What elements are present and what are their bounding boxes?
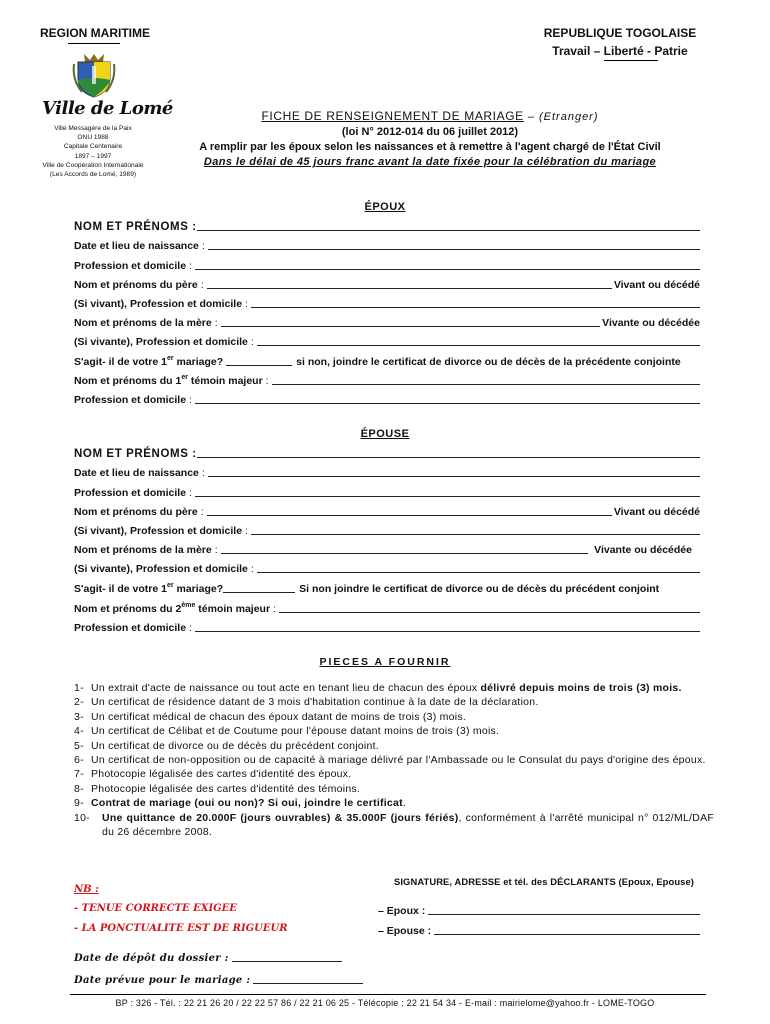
epoux-mere-profession-field[interactable]: (Si vivante), Profession et domicile :	[74, 334, 700, 348]
city-info-line: (Les Accords de Lomé, 1989)	[49, 171, 137, 179]
footer-divider	[70, 994, 706, 995]
city-info-line: Capitale Centenaire	[63, 143, 123, 151]
city-info-line: ONU 1988	[77, 134, 109, 142]
epouse-pere-profession-field[interactable]: (Si vivant), Profession et domicile :	[74, 523, 700, 537]
epouse-mere-field[interactable]: Nom et prénoms de la mère : Vivante ou décédée	[74, 544, 692, 556]
signature-epoux-field[interactable]: – Epoux :	[378, 903, 700, 917]
epouse-naissance-field[interactable]: Date et lieu de naissance :	[74, 465, 700, 479]
list-item: 2- Un certificat de résidence datant de 3 mois d'habitation continue à la date de la déclaration.	[74, 696, 539, 709]
epoux-pere-field[interactable]: Nom et prénoms du père : Vivant ou décédé	[74, 279, 700, 291]
city-info-block	[30, 124, 156, 179]
epoux-mere-field[interactable]: Nom et prénoms de la mère : Vivante ou décédée	[74, 317, 700, 329]
epoux-temoin-field[interactable]: Nom et prénoms du 1er témoin majeur :	[74, 373, 700, 387]
date-depot-field[interactable]: Date de dépôt du dossier :	[74, 950, 342, 964]
republic-header	[520, 24, 720, 60]
city-info-line: Ville Messagère de la Paix	[54, 125, 132, 132]
city-crest-logo	[70, 50, 118, 98]
motto-underline	[604, 60, 658, 61]
pieces-title: PIECES A FOURNIR	[319, 656, 451, 668]
list-item: 8- Photocopie légalisée des cartes d'identité des témoins.	[74, 782, 361, 795]
list-item: 1- Un extrait d'acte de naissance ou tout acte en tenant lieu de chacun des époux délivré depuis moins de trois (3) mois.	[74, 682, 682, 694]
footer-contact: BP : 326 - Tél. : 22 21 26 20 / 22 22 57 86 / 22 21 06 25 - Télécopie : 22 21 54 34 - E-mail : mairielome@yahoo.fr - LOME-TOGO	[115, 998, 655, 1008]
republic-motto: Travail – Liberté - Patrie	[552, 44, 688, 58]
epoux-premier-mariage-field[interactable]: S'agit- il de votre 1er mariage? si non, joindre le certificat de divorce ou de décès de la précédente conjointe	[74, 355, 681, 368]
list-item: 3- Un certificat médical de chacun des époux datant de moins de trois (3) mois.	[74, 710, 467, 723]
region-label: REGION MARITIME	[40, 26, 150, 40]
city-info-line: Ville de Coopération Internationale	[42, 161, 144, 169]
list-item: 6- Un certificat de non-opposition ou de capacité à mariage délivré par l'Ambassade ou le Consulat du pays d'origine des époux.	[74, 754, 706, 767]
epouse-premier-mariage-field[interactable]: S'agit- il de votre 1er mariage? Si non joindre le certificat de divorce ou de décès du précédent conjoint	[74, 582, 660, 595]
epoux-pere-profession-field[interactable]: (Si vivant), Profession et domicile :	[74, 296, 700, 310]
epoux-profession-field[interactable]: Profession et domicile :	[74, 258, 700, 272]
republic-name: REPUBLIQUE TOGOLAISE	[543, 26, 697, 40]
signature-epouse-field[interactable]: – Epouse :	[378, 923, 700, 937]
list-item: 10- Une quittance de 20.000F (jours ouvrables) & 35.000F (jours fériés), conformément à l'arrêté municipal n° 012/ML/DAF du 26 décembre 2008.	[74, 811, 714, 839]
form-law-reference: (loi N° 2012-014 du 06 juillet 2012)	[341, 126, 519, 138]
epouse-nom-field[interactable]: NOM ET PRÉNOMS :	[74, 446, 700, 460]
epouse-temoin-profession-field[interactable]: Profession et domicile :	[74, 620, 700, 634]
form-title-block	[150, 109, 710, 170]
date-prevue-field[interactable]: Date prévue pour le mariage :	[74, 972, 363, 986]
list-item: 9- Contrat de mariage (oui ou non)? Si oui, joindre le certificat.	[74, 797, 407, 810]
epouse-pere-field[interactable]: Nom et prénoms du père : Vivant ou décédé	[74, 506, 700, 518]
epouse-temoin-field[interactable]: Nom et prénoms du 2ème témoin majeur :	[74, 601, 700, 615]
list-item: 7- Photocopie légalisée des cartes d'identité des époux.	[74, 768, 352, 781]
section-title-epouse: ÉPOUSE	[360, 428, 410, 440]
epouse-profession-field[interactable]: Profession et domicile :	[74, 485, 700, 499]
nb-ponctualite: - LA PONCTUALITE EST DE RIGUEUR	[74, 923, 288, 934]
epouse-mere-profession-field[interactable]: (Si vivante), Profession et domicile :	[74, 561, 700, 575]
signature-header: SIGNATURE, ADRESSE et tél. des DÉCLARANTS (Epoux, Epouse)	[394, 876, 694, 887]
form-title: FICHE DE RENSEIGNEMENT DE MARIAGE – (Etranger)	[261, 109, 599, 123]
form-instruction: A remplir par les époux selon les naissances et à remettre à l'agent chargé de l'État Civil	[199, 141, 661, 153]
pieces-list	[74, 681, 714, 839]
epoux-nom-field[interactable]: NOM ET PRÉNOMS :	[74, 219, 700, 233]
list-item: 4- Un certificat de Célibat et de Coutume pour l'épouse datant moins de trois (3) mois.	[74, 725, 500, 738]
region-underline	[68, 43, 120, 44]
section-title-epoux: ÉPOUX	[364, 201, 406, 213]
ville-de-lome-logo-text: Ville de Lomé	[42, 98, 173, 119]
epoux-temoin-profession-field[interactable]: Profession et domicile :	[74, 392, 700, 406]
epoux-naissance-field[interactable]: Date et lieu de naissance :	[74, 238, 700, 252]
form-delay-note: Dans le délai de 45 jours franc avant la date fixée pour la célébration du mariage	[203, 156, 657, 168]
list-item: 5- Un certificat de divorce ou de décès du précédent conjoint.	[74, 739, 379, 752]
city-info-line: 1897 – 1997	[74, 152, 112, 160]
nb-label: NB :	[74, 884, 99, 895]
nb-tenue: - TENUE CORRECTE EXIGEE	[74, 903, 237, 914]
